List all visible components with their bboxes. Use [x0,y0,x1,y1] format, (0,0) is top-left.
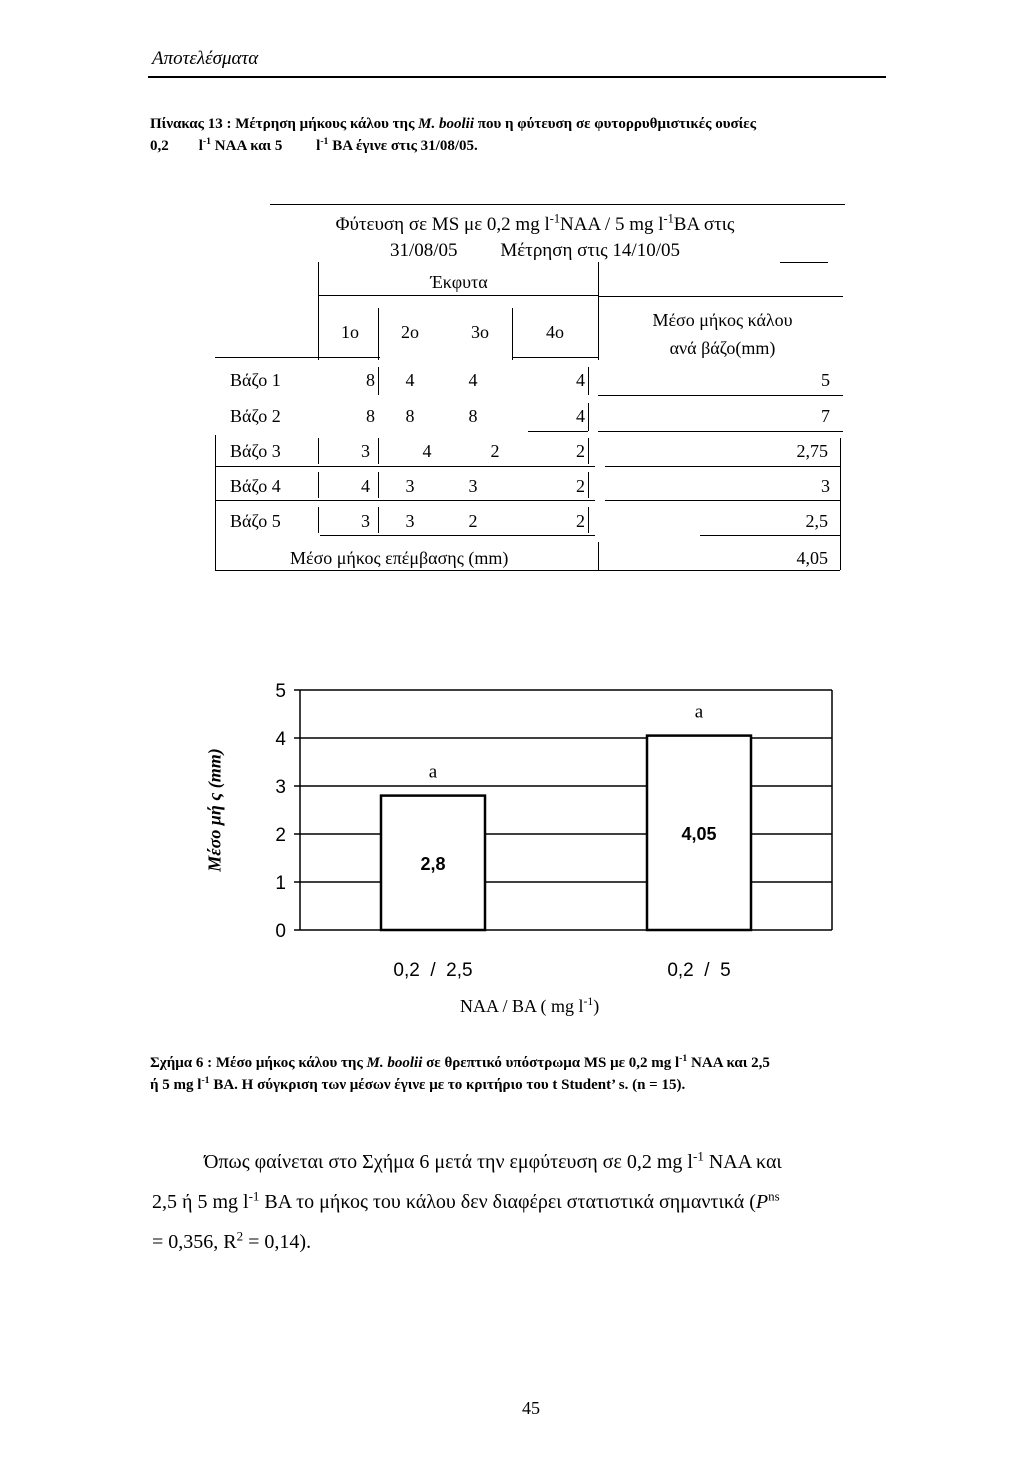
table-cell: 3 [821,476,830,496]
table-cell: 2 [576,441,585,461]
table-cell: 4 [405,370,415,390]
table-cell: 3 [468,476,478,496]
row-label: Βάζο 3 [230,441,281,461]
y-tick-label: 4 [275,729,286,750]
table-cell: 4 [361,476,370,496]
table-cell: 2 [576,511,585,531]
table-cell: 8 [468,406,478,426]
col-header: 3ο [471,322,489,342]
y-tick-label: 3 [275,777,286,798]
bar-value-label: 2,8 [420,853,446,874]
significance-letter: a [428,761,438,783]
x-tick-label: 0,2 / 5 [667,960,731,981]
group-header: Έκφυτα [430,272,488,292]
table-cell: 4 [422,441,432,461]
x-axis-label: NAA / BA ( mg $l^{-1}$) [460,995,600,1016]
table-cell: 5 [821,370,830,390]
table-cell: 3 [361,441,370,461]
table-cell: 3 [405,476,415,496]
y-tick-label: 1 [275,873,286,894]
section-title: Αποτελέσματα [152,48,259,69]
row-label: Βάζο 1 [230,370,281,390]
table-cell: 8 [366,406,375,426]
col-header: 1ο [341,322,359,342]
page-number: 45 [522,1398,540,1418]
significance-letter: a [694,701,704,723]
table-cell: 2 [468,511,478,531]
table-footer-value: 4,05 [796,548,828,568]
y-axis-label: Μέσο μή ς (mm) [204,748,225,872]
row-label: Βάζο 5 [230,511,281,531]
x-tick-label: 0,2 / 2,5 [393,960,473,981]
table-cell: 2,5 [805,511,828,531]
table-cell: 2 [490,441,500,461]
col-header: 4ο [546,322,564,342]
table-cell: 4 [576,406,585,426]
figure-caption: Σχήμα 6 : Μέσο μήκος κάλου της M. boolii σε θρεπτικό υπόστρωμα MS με 0,2 mg $l^{-1}$ NAA και 2,5 ή 5 mg $l^{-1}$ BA. Η σύγκριση των μέσων έγινε με το κριτήριο του t Student’ s. (n = 15). [150,1053,770,1093]
table-cell: 2 [576,476,585,496]
table-title: Φύτευση σε MS με 0,2 mg $l^{-1}NAA / 5$ mg $l^{-1}BA$ στις 31/08/05 Μέτρηση στις 14/10/05 [335,211,735,261]
mean-header: Μέσο μήκος κάλου ανά βάζο(mm) [652,310,793,358]
col-header: 2ο [401,322,419,342]
table-cell: 8 [366,370,375,390]
table-footer-label: Μέσο μήκος επέμβασης (mm) [290,548,509,568]
row-label: Βάζο 4 [230,476,281,496]
table-cell: 3 [405,511,415,531]
y-tick-label: 5 [275,681,286,702]
table-cell: 4 [576,370,585,390]
table-cell: 3 [361,511,370,531]
table-cell: 8 [405,406,415,426]
row-label: Βάζο 2 [230,406,281,426]
body-paragraph: Όπως φαίνεται στο Σχήμα 6 μετά την εμφύτευση σε 0,2 mg $l^{-1}$ NAA και 2,5 ή 5 mg $l^{-1}$ BA το μήκος του κάλου δεν διαφέρει στατιστικά σημαντικά ($P^{ns}$ = 0,356, $R^2 = 0,14$). [152,1148,782,1253]
table-caption: Πίνακας 13 : Μέτρηση μήκους κάλου της M. boolii που η φύτευση σε φυτορρυθμιστικές ουσίες 0,2 $l^{-1}$ NAA και 5 $l^{-1}$ BA έγινε στις 31/08/05. [150,116,757,154]
table-cell: 7 [821,406,830,426]
y-tick-label: 2 [275,825,286,846]
table-cell: 4 [468,370,478,390]
bar-value-label: 4,05 [681,823,717,844]
table-cell: 2,75 [796,441,828,461]
y-tick-label: 0 [275,921,286,942]
